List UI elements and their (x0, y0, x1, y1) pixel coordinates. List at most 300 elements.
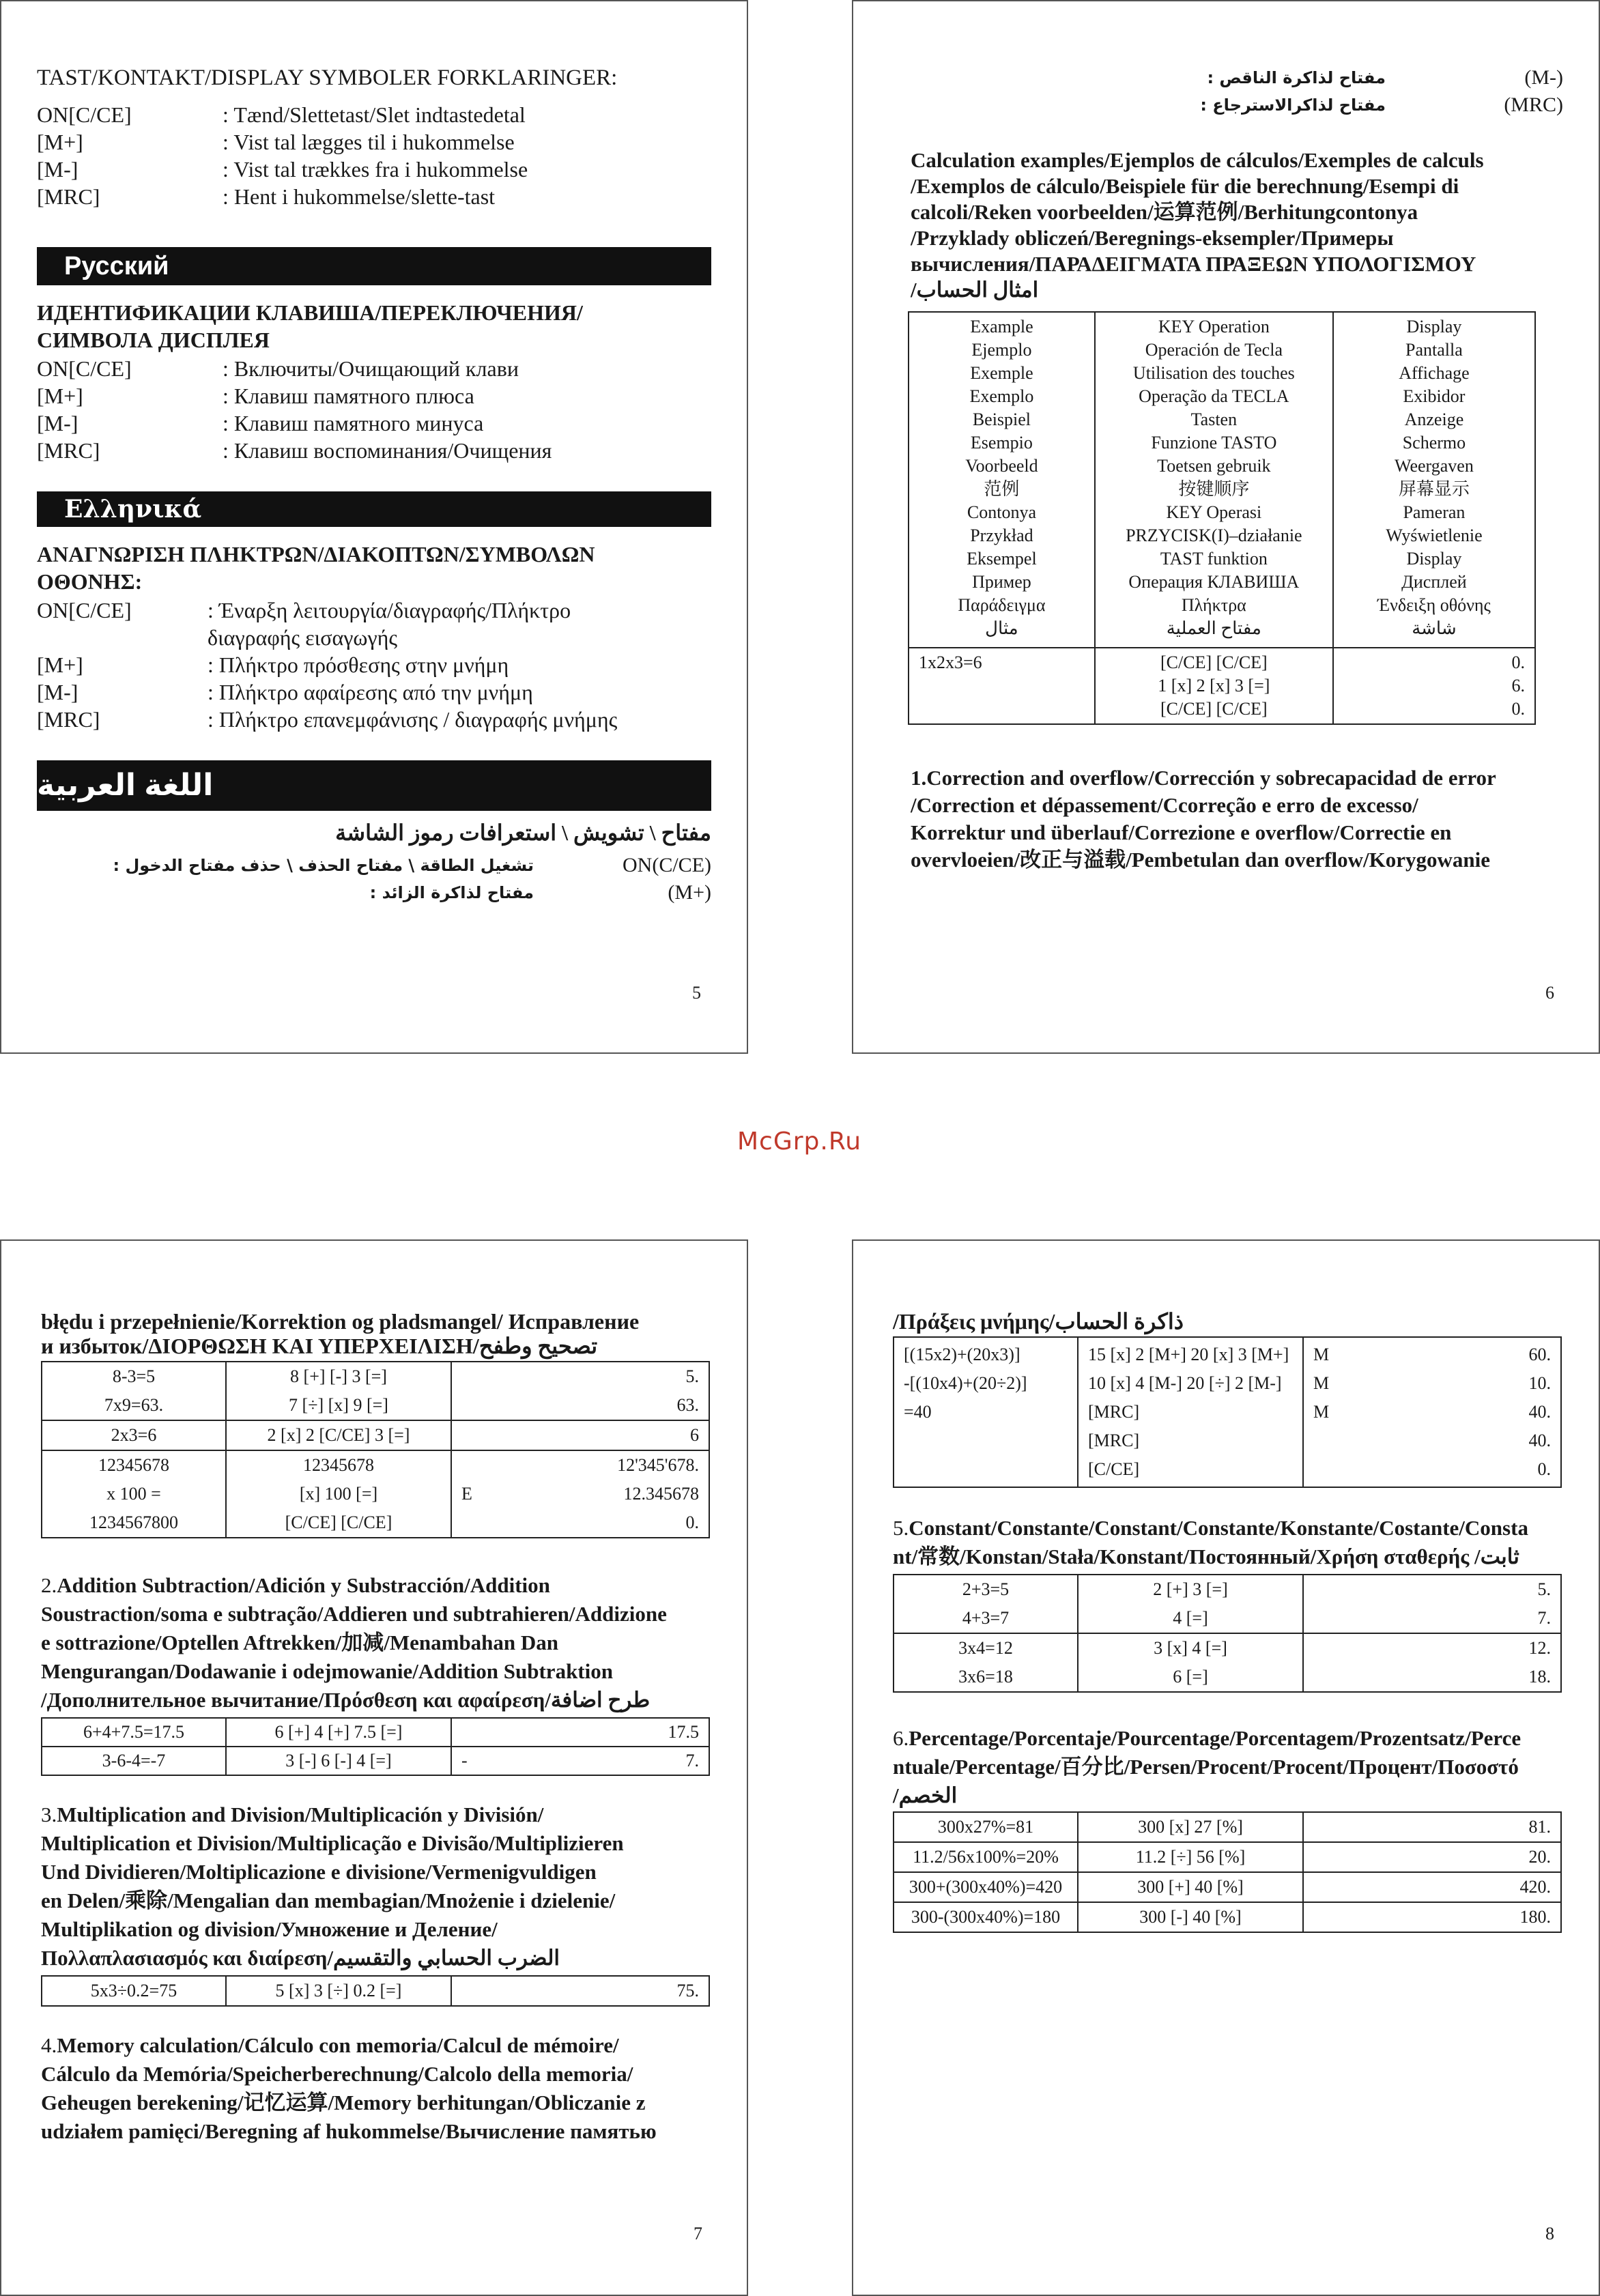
header-example-label: Exemple (970, 363, 1033, 383)
section-number: 4. (41, 2033, 57, 2057)
error-flag (461, 1451, 502, 1480)
key-label: ON[C/CE] (37, 598, 132, 622)
page-8 (852, 1239, 1600, 2296)
section-title: Multiplication and Division/Multiplicación y División/ (57, 1803, 544, 1826)
key-cell: 300 [+] 40 [%] (1078, 1872, 1303, 1902)
header-example-label: Пример (972, 572, 1031, 592)
key-sequence: 2 [+] 3 [=] (1153, 1579, 1228, 1599)
page-number: 7 (694, 2224, 702, 2243)
header-key-label: KEY Operasi (1166, 502, 1262, 522)
arabic-key-row (894, 64, 1563, 91)
arabic-key-row (37, 852, 711, 879)
key-description: : Hent i hukommelse/slette-tast (223, 184, 496, 209)
memory-heading: /Πράξεις μνήμης/ذاكرة الحساب (893, 1309, 1184, 1334)
section-number: 3. (41, 1803, 57, 1826)
display-value: 6. (1511, 676, 1525, 695)
section-title: Addition Subtraction/Adición y Substracción/Addition (57, 1573, 550, 1597)
header-display-label: Display (1406, 549, 1462, 569)
key-description: : Клавиш воспоминания/Очищения (223, 438, 552, 463)
key-sequence: [C/CE] (1088, 1459, 1140, 1479)
display-value: 40. (1528, 1402, 1551, 1422)
examples-table-header (909, 312, 1535, 648)
header-display-label: Schermo (1402, 433, 1466, 453)
display-value: 0. (1511, 699, 1525, 719)
key-sequence: 7 [÷] [x] 9 [=] (289, 1395, 388, 1415)
russian-band: Русский (37, 247, 711, 285)
header-display-label: Pameran (1403, 502, 1466, 522)
page-7 (0, 1239, 748, 2296)
display-value-column (1368, 1340, 1551, 1484)
example-cell: 300+(300x40%)=420 (894, 1872, 1078, 1902)
display-cell (451, 1450, 709, 1538)
heading-line: вычисления/ΠΑΡΑΔΕΙΓΜΑΤΑ ΠΡΑΞΕΩΝ ΥΠΟΛΟΓΙΣΜΟΥ (911, 252, 1476, 276)
key-description: : Vist tal lægges til i hukommelse (223, 130, 515, 154)
display-cell (451, 1718, 709, 1747)
header-key-column (1095, 312, 1333, 648)
heading-line (893, 1724, 1521, 1753)
key-list-row (37, 156, 719, 183)
header-example-label: Przykład (970, 526, 1033, 545)
key-label: [M-] (37, 411, 78, 435)
header-key-label: Toetsen gebruik (1157, 456, 1271, 476)
memory-flag (1313, 1426, 1368, 1455)
percentage-table (893, 1811, 1562, 1933)
section-title: Mengurangan/Dodawanie i odejmowanie/Addition Subtraktion (41, 1659, 613, 1683)
key-cell (226, 1450, 451, 1538)
table-row (894, 1842, 1561, 1872)
key-list-row (37, 410, 719, 437)
section-title: Soustraction/soma e subtração/Addieren und subtrahieren/Addizione (41, 1602, 667, 1626)
header-key-label: Utilisation des touches (1132, 363, 1295, 383)
example-cell (42, 1450, 226, 1538)
key-description: : Πλήκτρο αφαίρεσης από την μνήμη (208, 680, 533, 704)
display-value: 0. (1537, 1459, 1551, 1479)
heading-line (893, 1781, 957, 1810)
arabic-key-row (37, 879, 711, 906)
header-display-label: 屏幕显示 (1398, 479, 1470, 499)
header-display-label: Wyświetlenie (1386, 526, 1483, 545)
key-sequence: [MRC] (1088, 1431, 1140, 1450)
key-list-row (37, 651, 719, 678)
display-value: 60. (1528, 1345, 1551, 1364)
heading-line (41, 1628, 558, 1657)
key-label: ON[C/CE] (37, 356, 132, 381)
key-label: [MRC] (37, 184, 100, 209)
memory-flag: M (1313, 1345, 1330, 1364)
key-cell (226, 1362, 451, 1420)
key-list-row (37, 355, 719, 382)
key-description: : Клавиш памятного плюса (223, 384, 474, 408)
example-text (904, 1455, 1068, 1484)
addition-subtraction-table (41, 1717, 710, 1776)
sign-flag (461, 1719, 502, 1746)
key-sequence: 10 [x] 4 [M-] 20 [÷] 2 [M-] (1088, 1373, 1282, 1393)
display-cell (1303, 1633, 1561, 1692)
display-cell: 81. (1303, 1812, 1561, 1842)
key-cell (226, 1420, 451, 1450)
example-cell: 5x3÷0.2=75 (42, 1976, 226, 2006)
display-value: 63. (676, 1395, 699, 1415)
heading-line (41, 1600, 667, 1628)
watermark: McGrp.Ru (737, 1128, 862, 1156)
example-text: -[(10x4)+(20÷2)] (904, 1373, 1027, 1393)
key-cell (1078, 1575, 1303, 1633)
section-title: Πολλαπλασιασμός και διαίρεση/الضرب الحسابي والتقسيم (41, 1946, 560, 1970)
display-cell: 420. (1303, 1872, 1561, 1902)
arabic-heading: مفتاح \ تشويش \ استعرافات رموز الشاشة (335, 820, 711, 845)
arabic-key-label: (M-) (1524, 66, 1563, 89)
key-sequence: 12345678 (303, 1455, 374, 1475)
display-line (461, 1362, 699, 1391)
key-sequence: 1 [x] 2 [x] 3 [=] (1158, 676, 1270, 695)
example-cell (894, 1575, 1078, 1633)
arabic-key-description: تشغيل الطاقة \ مفتاح الحذف \ حذف مفتاح الدخول : (113, 856, 534, 875)
header-key-label: مفتاح العملية (1166, 618, 1261, 638)
table-row (42, 1976, 709, 2006)
display-cell (1303, 1575, 1561, 1633)
heading-line: Korrektur und überlauf/Correzione e overflow/Correctie en (911, 820, 1452, 844)
key-label: [MRC] (37, 707, 100, 732)
error-flag (461, 1421, 502, 1450)
display-line (461, 1508, 699, 1537)
key-list-row (37, 678, 719, 706)
key-cell: 3 [-] 6 [-] 4 [=] (226, 1747, 451, 1775)
key-list-row (37, 624, 719, 651)
key-list-row (37, 128, 719, 156)
example-text: 1234567800 (89, 1512, 178, 1532)
key-cell: 300 [-] 40 [%] (1078, 1902, 1303, 1932)
key-cell (1095, 648, 1333, 724)
key-cell (1078, 1337, 1303, 1487)
display-value: 0. (685, 1512, 699, 1532)
example-cell (42, 1420, 226, 1450)
key-list-row (37, 597, 719, 624)
russian-heading-line2: СИМВОЛА ДИСПЛЕЯ (37, 328, 270, 352)
key-label: ON[C/CE] (37, 102, 132, 127)
example-text: [(15x2)+(20x3)] (904, 1345, 1020, 1364)
display-value: 12'345'678. (617, 1455, 699, 1475)
section-title: Geheugen berekening/记忆运算/Memory berhitungan/Obliczanie z (41, 2091, 646, 2114)
display-line (461, 1719, 699, 1746)
arabic-band: اللغة العربية (37, 760, 711, 811)
key-sequence: [x] 100 [=] (299, 1484, 378, 1504)
examples-table (908, 311, 1536, 725)
example-text: =40 (904, 1402, 932, 1422)
display-value: 40. (1528, 1431, 1551, 1450)
header-key-label: Funzione TASTO (1151, 433, 1277, 453)
header-example-column (909, 312, 1095, 648)
memory-flag: M (1313, 1402, 1330, 1422)
heading-line (41, 1944, 560, 1972)
section-number: 6. (893, 1726, 909, 1750)
section-title: nt/常数/Konstan/Stała/Konstant/Постоянный/Χρήση σταθερής /ثابت (893, 1545, 1519, 1568)
example-text: 4+3=7 (962, 1608, 1010, 1628)
key-label: [M+] (37, 130, 83, 154)
heading-line: /Correction et dépassement/Ccorreção e erro de excesso/ (911, 793, 1418, 817)
section-1-heading-continued-line2: и избыток/ΔΙΟΡΘΩΣΗ ΚΑΙ ΥΠΕΡΧΕΙΛΙΣΗ/تصحيح وطفح (41, 1334, 598, 1358)
heading-line (41, 1858, 597, 1886)
key-sequence: [MRC] (1088, 1402, 1140, 1422)
heading-line (41, 2117, 657, 2146)
memory-flag: M (1313, 1373, 1330, 1393)
heading-line: 1.Correction and overflow/Corrección y sobrecapacidad de error (911, 766, 1496, 790)
page-5 (0, 0, 748, 1054)
display-line (461, 1451, 699, 1480)
example-cell (42, 1362, 226, 1420)
table-row (894, 1812, 1561, 1842)
error-flag (461, 1391, 502, 1420)
display-value: 0. (1511, 652, 1525, 672)
display-cell (451, 1362, 709, 1420)
section-title: udziałem pamięci/Beregning af hukommelse/Вычисление памятью (41, 2119, 657, 2143)
header-display-label: Exibidor (1403, 386, 1466, 406)
header-key-label: Πλήκτρα (1181, 595, 1246, 615)
key-description: : Tænd/Slettetast/Slet indtastedetal (223, 102, 526, 127)
header-display-column (1333, 312, 1535, 648)
error-flag (461, 1362, 502, 1391)
example-cell: 6+4+7.5=17.5 (42, 1718, 226, 1747)
example-cell: 300-(300x40%)=180 (894, 1902, 1078, 1932)
section-number: 5. (893, 1516, 909, 1540)
key-sequence: 15 [x] 2 [M+] 20 [x] 3 [M+] (1088, 1345, 1289, 1364)
key-sequence: [C/CE] [C/CE] (285, 1512, 392, 1532)
table-row (42, 1450, 709, 1538)
header-key-label: Operação da TECLA (1139, 386, 1289, 406)
section-number: 2. (41, 1573, 57, 1597)
key-cell: 6 [+] 4 [+] 7.5 [=] (226, 1718, 451, 1747)
header-key-label: KEY Operation (1158, 317, 1270, 336)
heading-line (41, 1829, 624, 1858)
display-value: 7. (1537, 1608, 1551, 1628)
key-description: διαγραφής εισαγωγής (208, 625, 398, 650)
key-list-row (37, 437, 719, 464)
table-row (894, 1872, 1561, 1902)
key-label: [M-] (37, 157, 78, 182)
page-number: 8 (1545, 2224, 1554, 2243)
heading-line: calcoli/Reken voorbeelden/运算范例/Berhitungcontonya (911, 200, 1418, 224)
display-line (461, 1480, 699, 1508)
header-example-label: Contonya (967, 502, 1036, 522)
example-text: 2+3=5 (962, 1579, 1010, 1599)
key-cell: 5 [x] 3 [÷] 0.2 [=] (226, 1976, 451, 2006)
heading-line: /Przyklady obliczeń/Beregnings-eksempler/Примеры (911, 226, 1394, 250)
memory-flag-column (1313, 1340, 1368, 1484)
arabic-key-row (894, 91, 1563, 119)
key-list-row (37, 706, 719, 733)
section-1-heading-continued-line1: błędu i przepełnienie/Korrektion og pladsmangel/ Исправление (41, 1309, 640, 1334)
key-label: [M+] (37, 384, 83, 408)
greek-heading-line2: ΟΘΟΝΗΣ: (37, 569, 143, 594)
header-key-label: PRZYCISK(I)–działanie (1126, 526, 1302, 545)
key-sequence: [C/CE] [C/CE] (1160, 699, 1268, 719)
example-text: 12345678 (98, 1455, 169, 1475)
display-cell (451, 1420, 709, 1450)
error-flag: E (461, 1484, 472, 1504)
error-flag (461, 1508, 502, 1537)
key-list-row (37, 183, 719, 210)
header-display-label: Ένδειξη οθόνης (1377, 595, 1491, 615)
arabic-key-label: ON(C/CE) (623, 854, 711, 876)
header-key-label: 按键顺序 (1178, 479, 1250, 499)
header-example-label: مثال (985, 618, 1018, 638)
key-sequence: 6 [=] (1173, 1667, 1208, 1687)
section-title: Multiplication et Division/Multiplicação e Divisão/Multiplizieren (41, 1831, 624, 1855)
table-row (894, 1902, 1561, 1932)
key-cell: 11.2 [÷] 56 [%] (1078, 1842, 1303, 1872)
key-sequence: 2 [x] 2 [C/CE] 3 [=] (267, 1425, 410, 1445)
display-line (461, 1421, 699, 1450)
danish-heading: TAST/KONTAKT/DISPLAY SYMBOLER FORKLARINGER: (37, 66, 618, 90)
heading-line (893, 1514, 1528, 1542)
section-title: Multiplikation og division/Умножение и Деление/ (41, 1917, 498, 1941)
page-number: 5 (692, 983, 701, 1003)
header-display-label: Pantalla (1405, 340, 1463, 360)
example-text: 3x6=18 (958, 1667, 1013, 1687)
heading-line (41, 1657, 613, 1686)
example-cell (894, 1337, 1078, 1487)
section-title: Percentage/Porcentaje/Pourcentage/Porcentagem/Prozentsatz/Perce (909, 1726, 1522, 1750)
heading-line (41, 1915, 498, 1944)
display-value: 12.345678 (623, 1484, 699, 1504)
key-description: : Έναρξη λειτουργία/διαγραφής/Πλήκτρο (208, 598, 571, 622)
example-text: 8-3=5 (112, 1366, 156, 1386)
key-description: : Клавиш памятного минуса (223, 411, 484, 435)
header-example-label: Example (970, 317, 1033, 336)
heading-line (41, 2060, 633, 2089)
example-cell: 3-6-4=-7 (42, 1747, 226, 1775)
example-cell (894, 1633, 1078, 1692)
greek-heading-line1: ΑΝΑΓΝΩΡΙΣΗ ΠΛΗΚΤΡΩΝ/ΔΙΑΚΟΠΤΩΝ/ΣΥΜΒΟΛΩΝ (37, 542, 595, 566)
heading-line: /امثال الحساب (911, 278, 1039, 302)
display-cell: 75. (451, 1976, 709, 2006)
examples-table-row (909, 648, 1535, 724)
example-text: 7x9=63. (104, 1395, 164, 1415)
key-list-row (37, 382, 719, 410)
section-title: en Delen/乘除/Mengalian dan membagian/Mnożenie i dzielenie/ (41, 1889, 616, 1912)
heading-line (41, 1800, 543, 1829)
header-key-label: Operación de Tecla (1145, 340, 1283, 360)
heading-line (41, 2031, 619, 2060)
display-value: 5. (685, 1366, 699, 1386)
display-line (461, 1391, 699, 1420)
arabic-key-description: مفتاح لذاكرة الزائد : (369, 883, 534, 902)
display-line (461, 1747, 699, 1775)
correction-table (41, 1361, 710, 1538)
heading-line (41, 1571, 550, 1600)
example-text: 2x3=6 (111, 1425, 157, 1445)
key-description: : Vist tal trækkes fra i hukommelse (223, 157, 528, 182)
header-display-label: Anzeige (1404, 410, 1464, 429)
key-label: [MRC] (37, 438, 100, 463)
header-key-label: TAST funktion (1160, 549, 1268, 569)
key-description: : Πλήκτρο επανεμφάνισης / διαγραφής μνήμης (208, 707, 618, 732)
key-sequence: [C/CE] [C/CE] (1160, 652, 1268, 672)
example-text: 1x2x3=6 (919, 652, 982, 672)
display-cell: 20. (1303, 1842, 1561, 1872)
table-row (894, 1575, 1561, 1633)
key-sequence: 3 [x] 4 [=] (1154, 1638, 1227, 1658)
header-display-label: Дисплей (1401, 572, 1467, 592)
arabic-key-label: (M+) (668, 881, 711, 904)
multiplication-division-table (41, 1975, 710, 2007)
memory-flag (1313, 1455, 1368, 1484)
header-display-label: Display (1406, 317, 1462, 336)
section-title: /الخصم (893, 1783, 958, 1807)
arabic-key-label: (MRC) (1504, 94, 1563, 116)
table-row (894, 1633, 1561, 1692)
table-row (894, 1337, 1561, 1487)
section-title: Und Dividieren/Moltiplicazione e divisione/Vermenigvuldigen (41, 1860, 597, 1884)
heading-line: Calculation examples/Ejemplos de cálculos/Exemples de calculs (911, 148, 1484, 172)
display-value: 6 (690, 1425, 699, 1445)
heading-line (41, 1886, 615, 1915)
header-example-label: Exemplo (969, 386, 1034, 406)
table-row (42, 1420, 709, 1450)
constant-table (893, 1574, 1562, 1693)
header-example-label: Eksempel (967, 549, 1037, 569)
key-sequence: 4 [=] (1173, 1608, 1208, 1628)
heading-line (41, 2089, 645, 2117)
display-value: 17.5 (668, 1722, 699, 1742)
page-number: 6 (1545, 983, 1554, 1003)
page-6 (852, 0, 1600, 1054)
header-example-label: 范例 (984, 479, 1020, 499)
display-value: 10. (1528, 1373, 1551, 1393)
header-example-label: Beispiel (972, 410, 1031, 429)
example-cell: 11.2/56x100%=20% (894, 1842, 1078, 1872)
key-sequence: 8 [+] [-] 3 [=] (290, 1366, 387, 1386)
header-key-label: Tasten (1190, 410, 1238, 429)
example-text (904, 1426, 1068, 1455)
display-value: 12. (1528, 1638, 1551, 1658)
key-label: [M+] (37, 652, 83, 677)
header-example-label: Esempio (970, 433, 1033, 453)
table-row (42, 1747, 709, 1775)
header-display-label: Affichage (1399, 363, 1470, 383)
key-label: [M-] (37, 680, 78, 704)
heading-line (893, 1542, 1519, 1571)
example-text: 3x4=12 (958, 1638, 1013, 1658)
table-row (42, 1362, 709, 1420)
heading-line (41, 1686, 650, 1714)
heading-line: overvloeien/改正与溢载/Pembetulan dan overflow/Korygowanie (911, 848, 1490, 872)
section-title: /Дополнительное вычитание/Πρόσθεση και αφαίρεση/طرح اضافة (41, 1688, 651, 1712)
header-example-label: Παράδειγμα (958, 595, 1046, 615)
key-cell: 300 [x] 27 [%] (1078, 1812, 1303, 1842)
section-title: Memory calculation/Cálculo con memoria/Calcul de mémoire/ (57, 2033, 619, 2057)
display-cell (1333, 648, 1535, 724)
key-description: : Включиты/Очищающий клави (223, 356, 519, 381)
key-cell (1078, 1633, 1303, 1692)
sign-flag: - (461, 1751, 468, 1770)
header-key-label: Операция КЛАВИША (1128, 572, 1300, 592)
display-value: 5. (1537, 1579, 1551, 1599)
arabic-key-description: مفتاح لذاكرالاسترجاع : (1200, 96, 1386, 115)
display-cell (451, 1747, 709, 1775)
russian-heading-line1: ИДЕНТИФИКАЦИИ КЛАВИША/ПЕРЕКЛЮЧЕНИЯ/ (37, 300, 583, 325)
display-value: 7. (685, 1751, 699, 1770)
example-cell: 300x27%=81 (894, 1812, 1078, 1842)
display-cell (1303, 1337, 1561, 1487)
arabic-key-description: مفتاح لذاكرة الناقص : (1207, 68, 1386, 87)
section-title: ntuale/Percentage/百分比/Persen/Procent/Procent/Процент/Ποσοστό (893, 1755, 1519, 1779)
section-title: e sottrazione/Optellen Aftrekken/加减/Menambahan Dan (41, 1631, 559, 1654)
table-row (42, 1718, 709, 1747)
header-example-label: Ejemplo (971, 340, 1032, 360)
key-description: : Πλήκτρο πρόσθεσης στην μνήμη (208, 652, 509, 677)
header-example-label: Voorbeeld (965, 456, 1038, 476)
header-display-label: شاشة (1412, 618, 1457, 638)
